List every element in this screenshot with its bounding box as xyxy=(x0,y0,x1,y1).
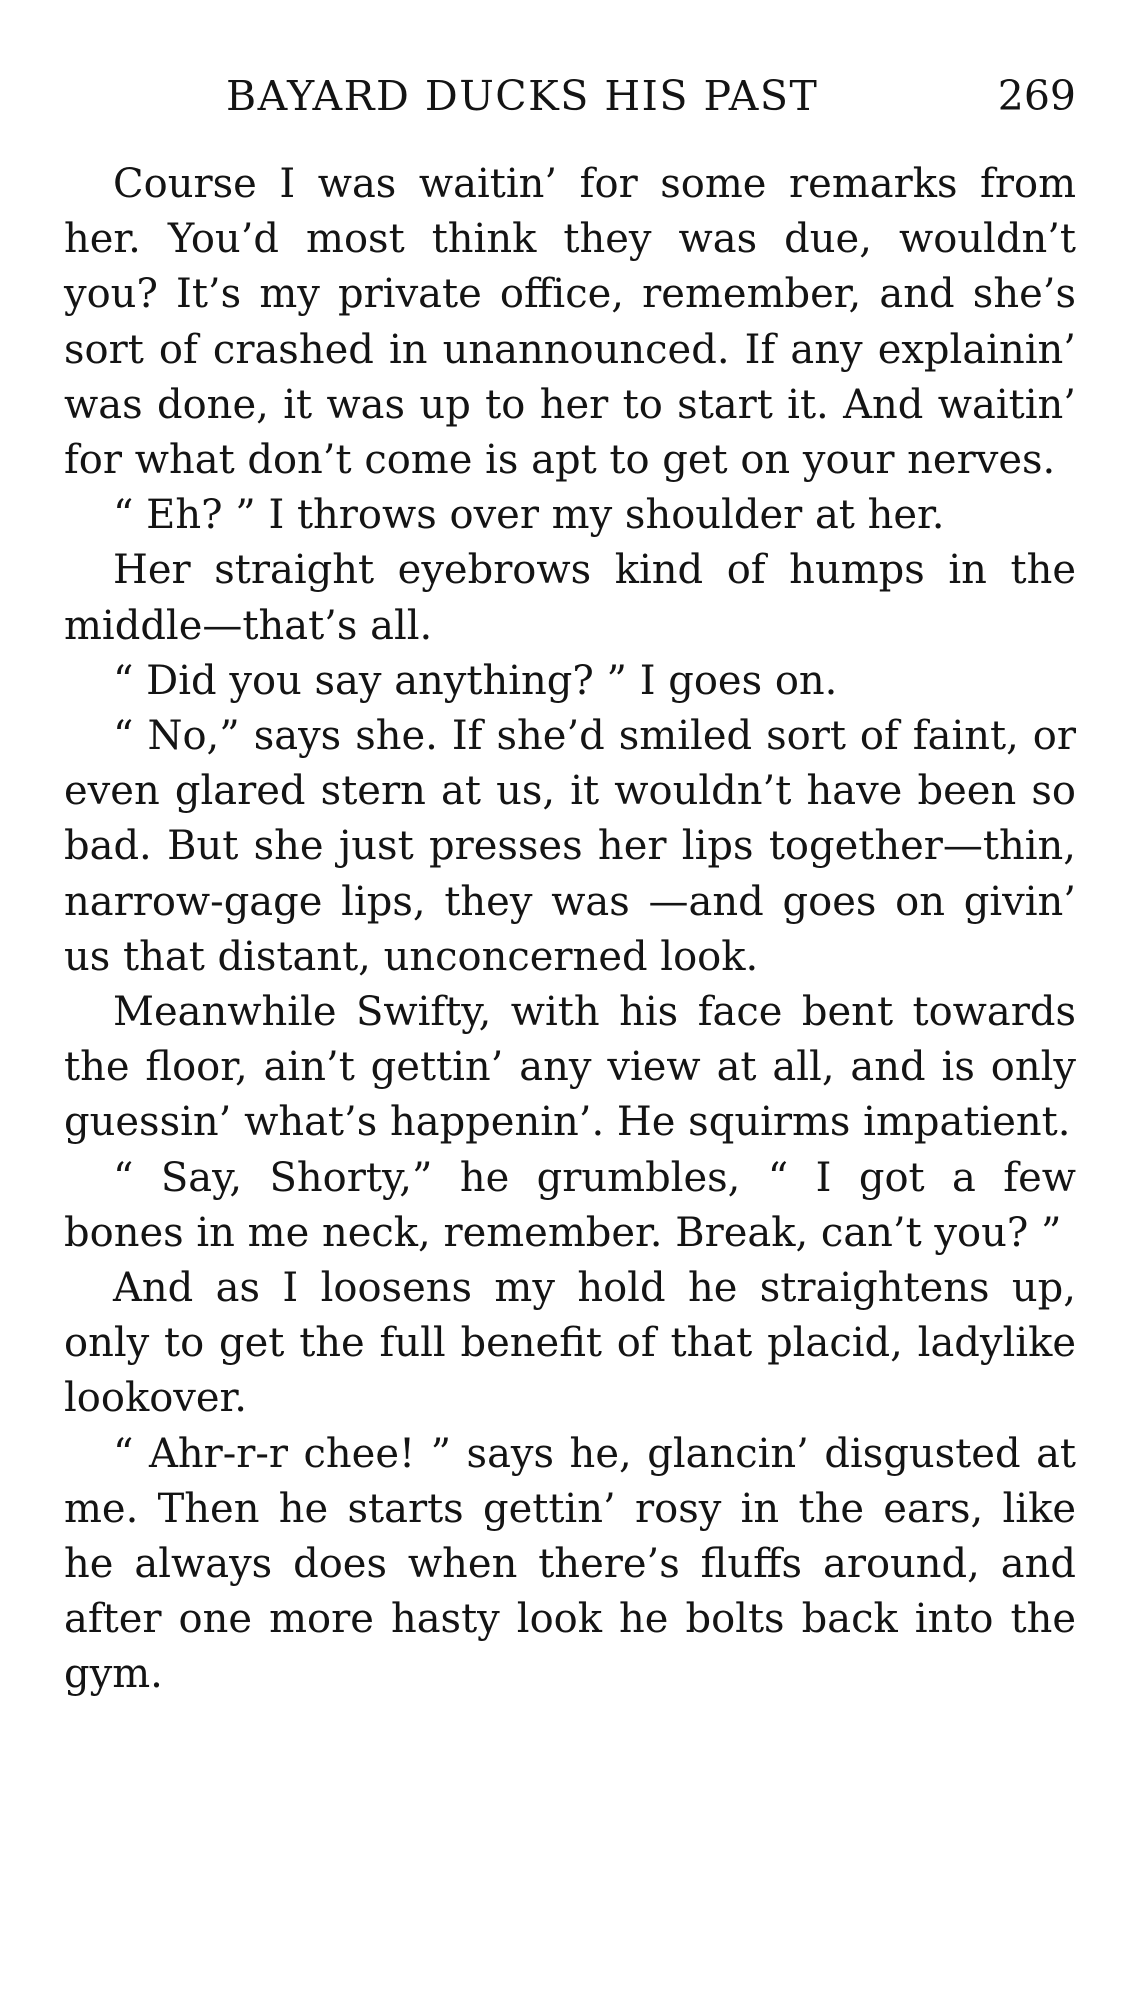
paragraph: “ No,” says she. If she’d smiled sort of faint, or even glared stern at us, it wouldn’t have been so bad. But she just presses her lips together—thin, narrow-gage lips, they was —and goes on givin’ us that distant, unconcerned look. xyxy=(64,713,1076,980)
paragraph: “ Did you say anything? ” I goes on. xyxy=(113,657,838,704)
paragraph: Her straight eyebrows kind of humps in the middle—that’s all. xyxy=(64,547,1076,649)
paragraph: Meanwhile Swifty, with his face bent towards the floor, ain’t gettin’ any view at all, and is only guessin’ what’s happenin’. He squirms impatient. xyxy=(64,989,1076,1146)
body-text xyxy=(64,157,1076,1703)
paragraph: Course I was waitin’ for some remarks from her. You’d most think they was due, wouldn’t you? It’s my private office, remember, and she’s sort of crashed in unannounced. If any explainin’ was done, it was up to her to start it. And waitin’ for what don’t come is apt to get on your nerves. xyxy=(64,161,1076,484)
paragraph: “ Eh? ” I throws over my shoulder at her. xyxy=(113,492,945,539)
running-head xyxy=(226,66,1076,126)
paragraph: “ Say, Shorty,” he grumbles, “ I got a few bones in me neck, remember. Break, can’t you? ” xyxy=(64,1154,1076,1256)
paragraph: And as I loosens my hold he straightens up, only to get the full benefit of that placid, ladylike lookover. xyxy=(64,1265,1076,1422)
running-title: BAYARD DUCKS HIS PAST xyxy=(226,72,819,120)
paragraph: “ Ahr-r-r chee! ” says he, glancin’ disgusted at me. Then he starts gettin’ rosy in the ears, like he always does when there’s fluffs around, and after one more hasty look he bolts back into the gym. xyxy=(64,1430,1076,1698)
page-number: 269 xyxy=(997,72,1076,120)
